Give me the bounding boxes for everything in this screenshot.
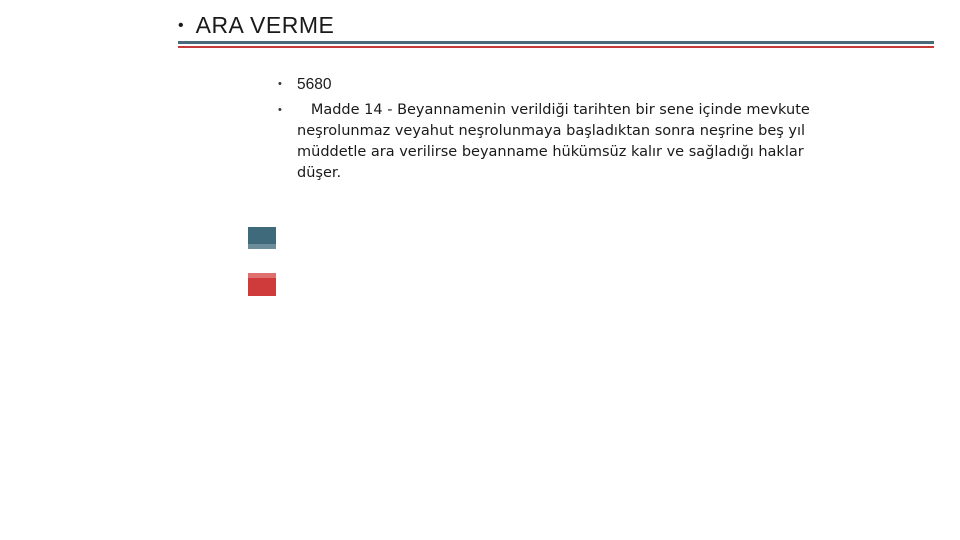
law-number: 5680 xyxy=(297,76,332,93)
slide-title-row xyxy=(178,12,334,39)
list-item xyxy=(278,74,818,95)
list-item xyxy=(278,100,818,184)
article-text: Madde 14 - Beyannamenin verildiği tarihten bir sene içinde mevkute neşrolunmaz veyahut neşrolunmaya başladıktan sonra neşrine beş yıl müddetle ara verilirse beyanname hükümsüz kalır ve sağladığı haklar düşer. xyxy=(297,102,815,181)
title-underline-blue xyxy=(178,41,934,44)
title-underline-red xyxy=(178,46,934,48)
decorative-blue-square-edge xyxy=(248,244,276,249)
slide-title: ARA VERME xyxy=(195,12,335,38)
bullet-list xyxy=(278,74,818,184)
bullet-icon: • xyxy=(278,78,282,90)
decorative-red-square-edge xyxy=(248,273,276,278)
bullet-icon: • xyxy=(278,104,282,116)
title-bullet-icon: • xyxy=(178,16,184,34)
